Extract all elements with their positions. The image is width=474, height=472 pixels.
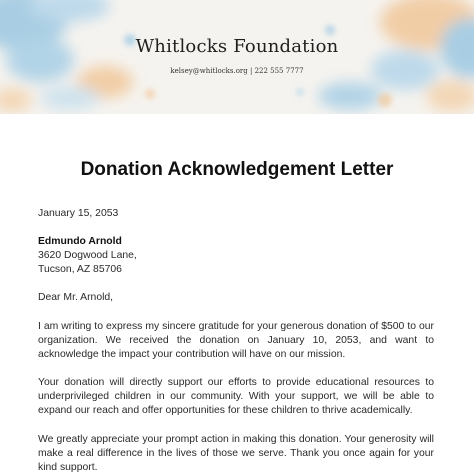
greeting: Dear Mr. Arnold, xyxy=(38,292,114,303)
paragraph-3: We greatly appreciate your prompt action in making this donation. Your generosity will make a real difference in the lives of those we serve. Thank you once again for your kind support. xyxy=(38,434,434,472)
paragraph-2: Your donation will directly support our efforts to provide educational resources to underprivileged children in our community. With your support, we will be able to expand our reach and offer opportunities for these children to thrive academically. xyxy=(38,377,434,416)
paragraph-1: I am writing to express my sincere gratitude for your generous donation of $500 to our organization. We received the donation on January 10, 2053, and want to acknowledge the impact your contribution will have on our mission. xyxy=(38,321,434,360)
recipient-address-line1: 3620 Dogwood Lane, xyxy=(38,250,137,261)
letter-date: January 15, 2053 xyxy=(38,208,119,219)
recipient-address-line2: Tucson, AZ 85706 xyxy=(38,264,122,275)
organization-name: Whitlocks Foundation xyxy=(135,36,339,57)
watercolor-background xyxy=(0,0,474,114)
recipient-name: Edmundo Arnold xyxy=(38,236,122,247)
recipient-block xyxy=(38,235,434,277)
letterhead xyxy=(0,0,474,114)
organization-contact: kelsey@whitlocks.org | 222 555 7777 xyxy=(170,67,304,75)
letter-title: Donation Acknowledgement Letter xyxy=(80,159,394,180)
